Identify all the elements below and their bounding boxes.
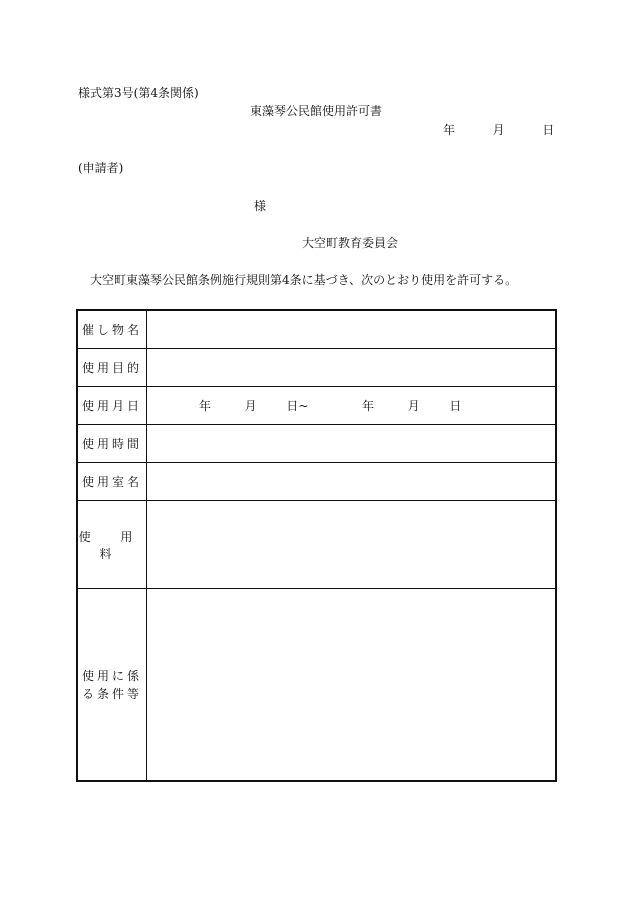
table-row-time <box>77 425 556 463</box>
usage-dates-field[interactable] <box>147 387 557 425</box>
table-row-fee <box>77 501 556 589</box>
table-row-purpose <box>77 349 556 387</box>
conditions-label-line1: 使用に係 <box>81 668 142 683</box>
purpose-field[interactable] <box>147 349 557 387</box>
start-day: 日~ <box>286 399 309 413</box>
honorific-sama: 様 <box>254 199 267 213</box>
end-day: 日 <box>449 399 462 413</box>
usage-fee-field[interactable] <box>147 501 557 589</box>
issuer-name: 大空町教育委員会 <box>302 236 399 250</box>
start-month: 月 <box>244 399 257 413</box>
form-number: 様式第3号(第4条関係) <box>78 86 199 100</box>
table-row-room <box>77 463 556 501</box>
conditions-label <box>77 589 147 782</box>
usage-fee-label <box>77 501 147 589</box>
date-month: 月 <box>492 123 505 137</box>
end-year: 年 <box>362 399 375 413</box>
issue-date <box>443 124 554 136</box>
usage-time-field[interactable] <box>147 425 557 463</box>
event-name-label: 催し物名 <box>77 310 147 349</box>
event-name-field[interactable] <box>147 310 557 349</box>
table-row-conditions <box>77 589 556 782</box>
usage-time-label: 使用時間 <box>77 425 147 463</box>
usage-dates-label: 使用月日 <box>77 387 147 425</box>
document-title: 東藻琴公民館使用許可書 <box>250 104 383 118</box>
usage-fee-text: 使 用 料 <box>78 529 146 561</box>
applicant-label: (申請者) <box>78 161 124 175</box>
permit-statement: 大空町東藻琴公民館条例施行規則第4条に基づき、次のとおり使用を許可する。 <box>90 273 518 287</box>
table-row-dates <box>77 387 556 425</box>
room-name-field[interactable] <box>147 463 557 501</box>
start-year: 年 <box>199 399 212 413</box>
date-day: 日 <box>542 123 555 137</box>
conditions-label-line2: る条件等 <box>81 686 142 701</box>
room-name-label: 使用室名 <box>77 463 147 501</box>
end-month: 月 <box>407 399 420 413</box>
purpose-label: 使用目的 <box>77 349 147 387</box>
permit-table <box>76 309 557 782</box>
date-range <box>147 397 555 414</box>
conditions-field[interactable] <box>147 589 557 782</box>
table-row-event <box>77 310 556 349</box>
date-year: 年 <box>443 123 456 137</box>
